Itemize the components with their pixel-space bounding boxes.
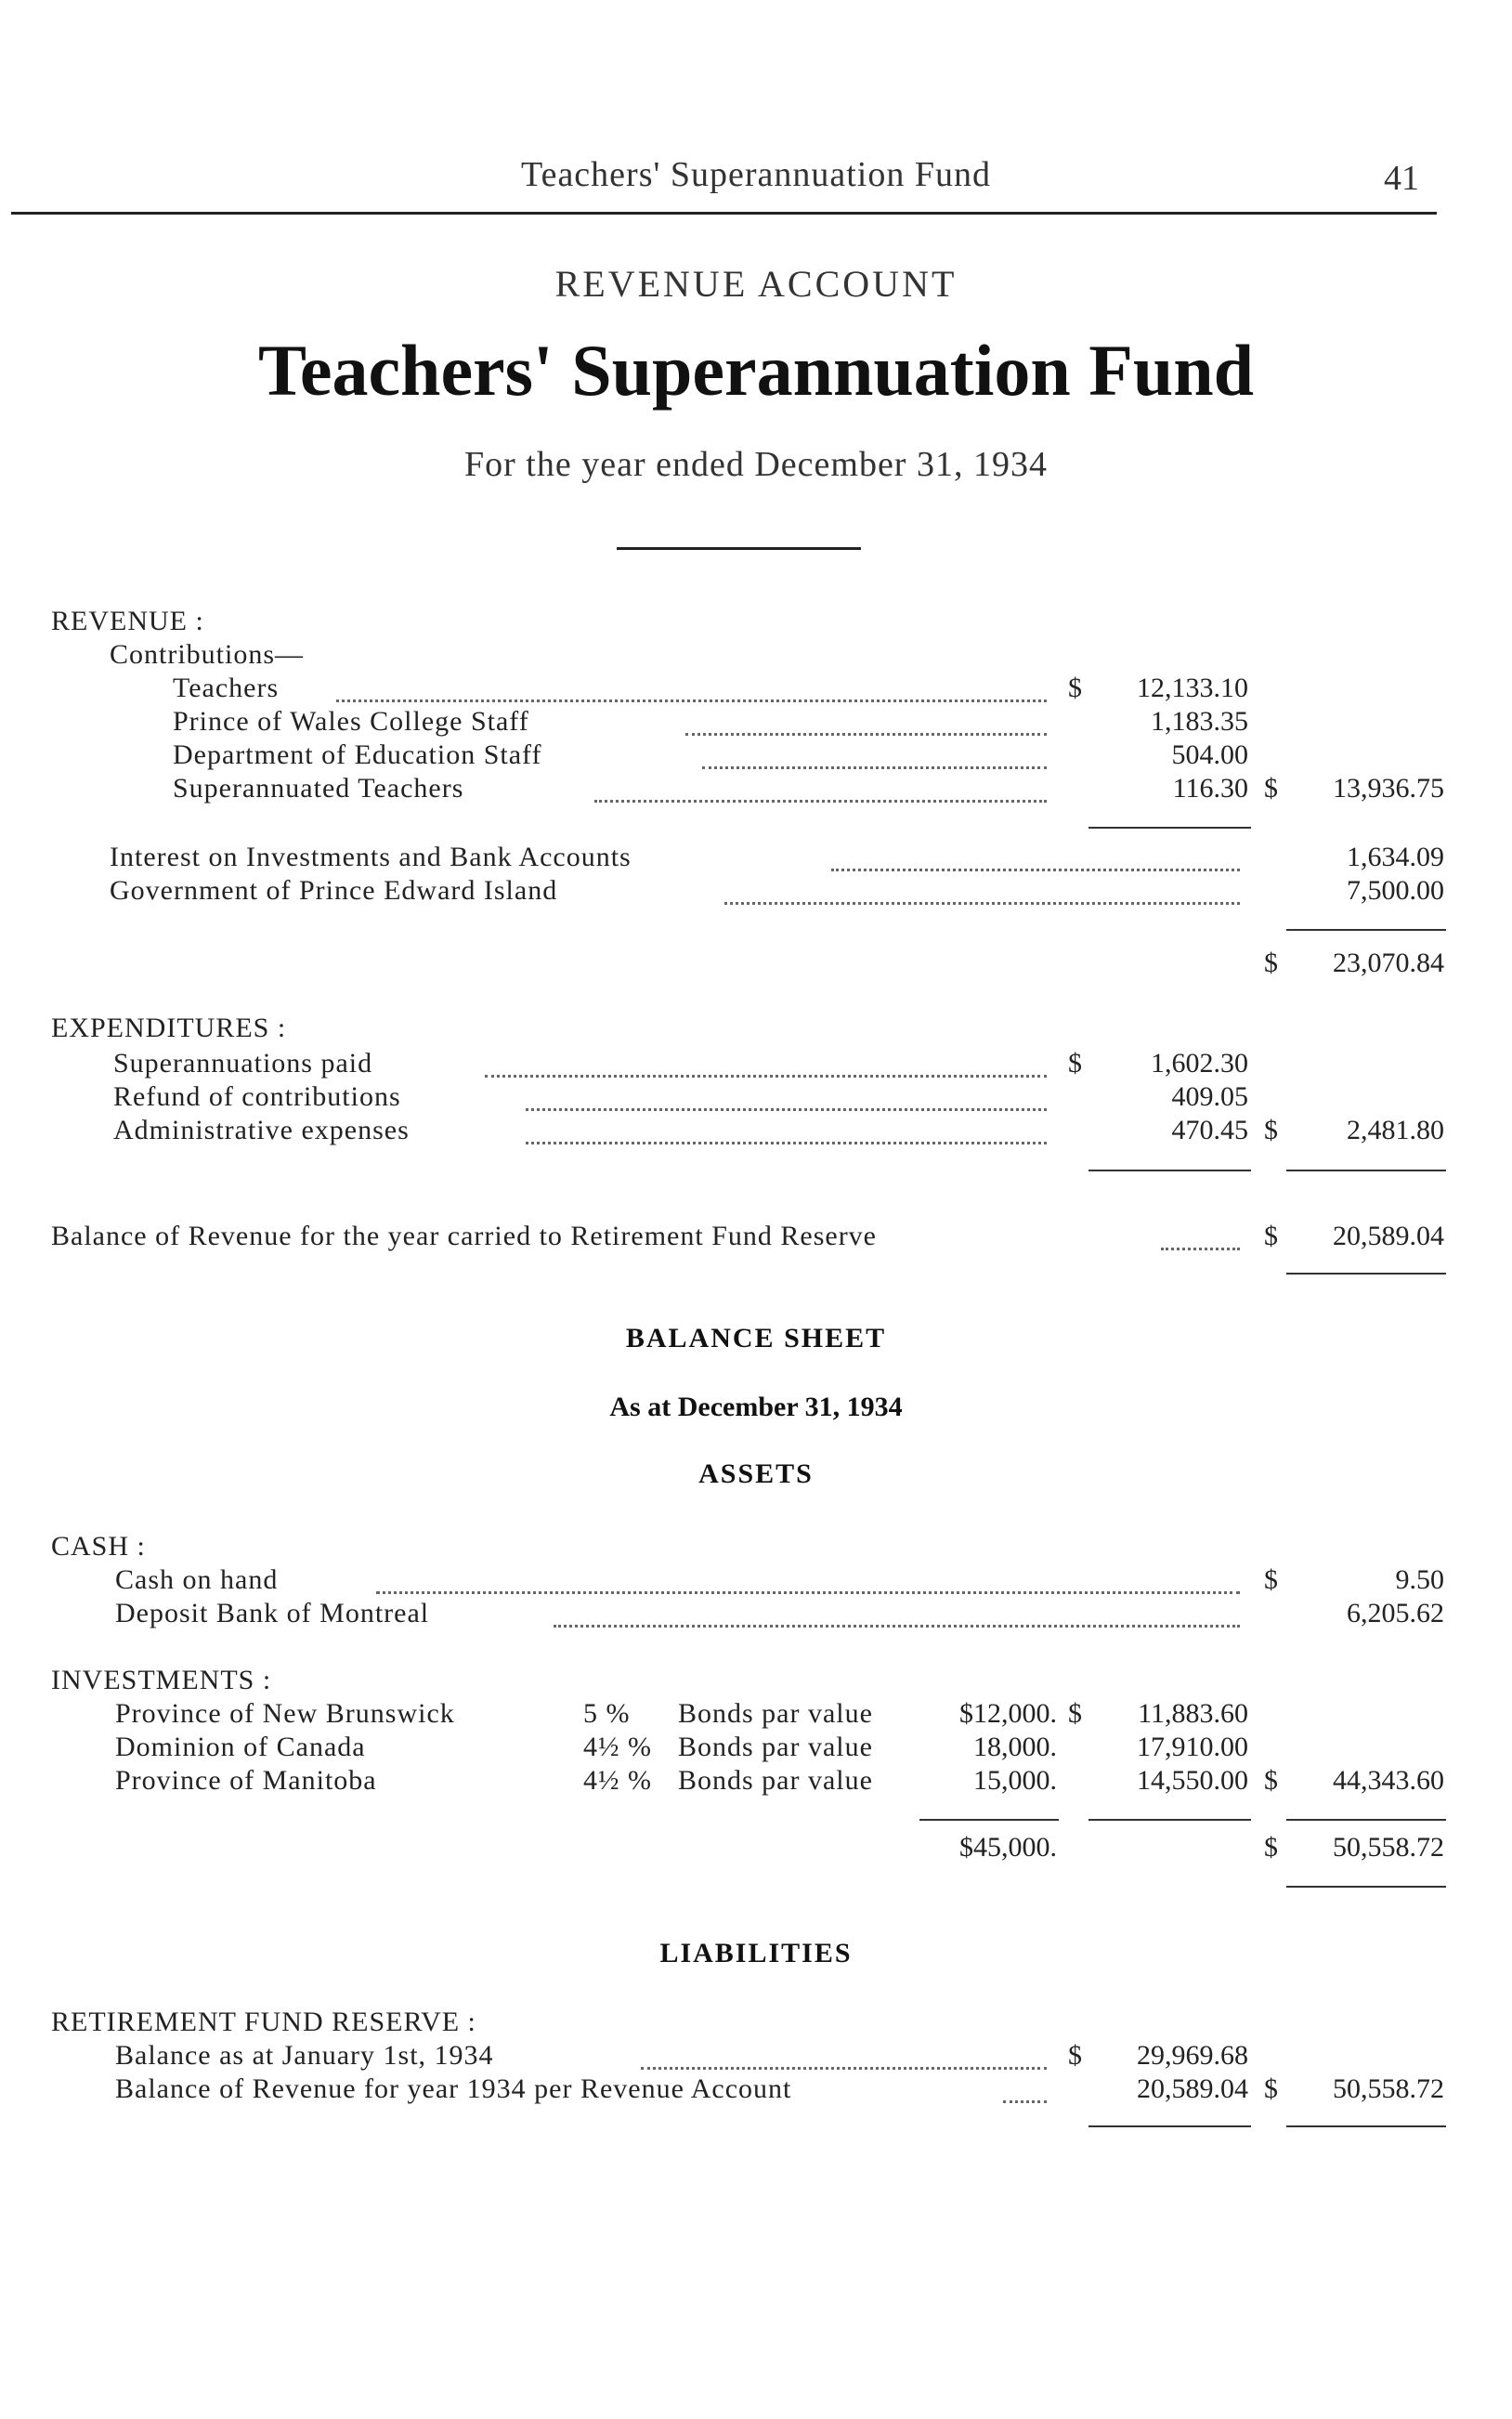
balance-label: Balance of Revenue for the year carried to Retirement Fund Reserve [51,1221,877,1251]
dollar-sign: $ [1264,2073,1278,2104]
investment-desc: Bonds par value [678,1765,873,1796]
account-kind: REVENUE ACCOUNT [554,263,958,305]
leader-dots [376,1591,1240,1594]
sum-rule [1088,1170,1251,1171]
expenditure-item-amount: 409.05 [1171,1081,1248,1112]
revenue-subtotal: 13,936.75 [1333,773,1444,804]
dollar-sign: $ [1264,1221,1278,1251]
investment-desc: Bonds par value [678,1732,873,1762]
header-rule [11,212,1437,215]
investment-desc: Bonds par value [678,1698,873,1729]
investment-item-label: Province of New Brunswick [115,1698,455,1729]
liabilities-total: 50,558.72 [1333,2073,1444,2104]
sum-rule [1286,1819,1446,1821]
investment-item-label: Province of Manitoba [115,1765,377,1796]
sum-rule [1286,1886,1446,1888]
sum-rule [1286,929,1446,931]
leader-dots [702,766,1047,769]
dollar-sign: $ [1068,673,1082,703]
revenue-item-label: Superannuated Teachers [173,773,464,804]
sum-rule [1286,1273,1446,1275]
investment-par: 18,000. [973,1732,1057,1762]
reserve-item-amount: 20,589.04 [1137,2073,1248,2104]
dollar-sign: $ [1264,1832,1278,1863]
cash-item-label: Deposit Bank of Montreal [115,1598,430,1628]
reserve-item-amount: 29,969.68 [1137,2040,1248,2071]
expenditure-item-label: Superannuations paid [113,1048,373,1079]
leader-dots [831,869,1240,871]
expenditure-item-amount: 470.45 [1171,1115,1248,1145]
cash-heading: CASH : [51,1531,146,1562]
page-number: 41 [1384,159,1419,198]
sum-rule [1286,2125,1446,2127]
investment-amount: 14,550.00 [1137,1765,1248,1796]
cash-item-label: Cash on hand [115,1564,279,1595]
cash-item-total: 9.50 [1395,1564,1444,1595]
expenditure-item-label: Refund of contributions [113,1081,401,1112]
leader-dots [594,800,1047,803]
sum-rule [1088,2125,1251,2127]
investment-amount: 17,910.00 [1137,1732,1248,1762]
title-rule [617,547,861,550]
liabilities-heading: LIABILITIES [659,1938,853,1968]
interest-label: Interest on Investments and Bank Accounts [110,842,632,872]
balance-sheet-date: As at December 31, 1934 [609,1392,903,1422]
sum-rule [919,1819,1059,1821]
dollar-sign: $ [1264,1564,1278,1595]
assets-heading: ASSETS [698,1458,814,1489]
investments-total: 44,343.60 [1333,1765,1444,1796]
reserve-item-label: Balance as at January 1st, 1934 [115,2040,494,2071]
balance-sheet-title: BALANCE SHEET [625,1323,887,1353]
dollar-sign: $ [1264,948,1278,978]
revenue-heading: REVENUE : [51,606,204,636]
investment-rate: 4½ % [583,1765,652,1796]
balance-total: 20,589.04 [1333,1221,1444,1251]
dollar-sign: $ [1264,1765,1278,1796]
sum-rule [1088,1819,1251,1821]
page-title: Teachers' Superannuation Fund [257,330,1255,411]
reserve-item-label: Balance of Revenue for year 1934 per Revenue Account [115,2073,792,2104]
revenue-item-amount: 1,183.35 [1151,706,1248,737]
running-title: Teachers' Superannuation Fund [521,155,991,194]
leader-dots [641,2067,1047,2070]
page-subtitle: For the year ended December 31, 1934 [464,445,1048,484]
cash-item-total: 6,205.62 [1347,1598,1444,1628]
investment-par: 15,000. [973,1765,1057,1796]
leader-dots [336,700,1047,702]
leader-dots [526,1142,1047,1144]
sum-rule [1286,1170,1446,1171]
revenue-grand-total: 23,070.84 [1333,948,1444,978]
leader-dots [724,902,1240,905]
expenditure-total: 2,481.80 [1347,1115,1444,1145]
contributions-heading: Contributions— [110,639,305,670]
reserve-heading: RETIREMENT FUND RESERVE : [51,2007,476,2037]
revenue-item-label: Prince of Wales College Staff [173,706,529,737]
expenditure-item-amount: 1,602.30 [1151,1048,1248,1079]
expenditure-item-label: Administrative expenses [113,1115,410,1145]
dollar-sign: $ [1264,1115,1278,1145]
leader-dots [526,1108,1047,1111]
expenditures-heading: EXPENDITURES : [51,1013,287,1043]
government-label: Government of Prince Edward Island [110,875,558,906]
leader-dots [1003,2100,1047,2103]
investments-heading: INVESTMENTS : [51,1665,272,1695]
leader-dots [554,1625,1240,1628]
leader-dots [485,1075,1047,1078]
leader-dots [685,733,1047,736]
investment-par: $12,000. [959,1698,1057,1729]
dollar-sign: $ [1264,773,1278,804]
investment-item-label: Dominion of Canada [115,1732,366,1762]
investment-amount: 11,883.60 [1138,1698,1248,1729]
par-total: $45,000. [959,1832,1057,1863]
government-total: 7,500.00 [1347,875,1444,906]
assets-grand-total: 50,558.72 [1333,1832,1444,1863]
investment-rate: 5 % [583,1698,631,1729]
revenue-item-label: Teachers [173,673,280,703]
revenue-item-amount: 12,133.10 [1137,673,1248,703]
revenue-item-label: Department of Education Staff [173,739,542,770]
dollar-sign: $ [1068,1698,1082,1729]
revenue-item-amount: 504.00 [1171,739,1248,770]
interest-total: 1,634.09 [1347,842,1444,872]
dollar-sign: $ [1068,2040,1082,2071]
sum-rule [1088,827,1251,829]
investment-rate: 4½ % [583,1732,652,1762]
leader-dots [1161,1248,1240,1250]
revenue-item-amount: 116.30 [1172,773,1248,804]
dollar-sign: $ [1068,1048,1082,1079]
